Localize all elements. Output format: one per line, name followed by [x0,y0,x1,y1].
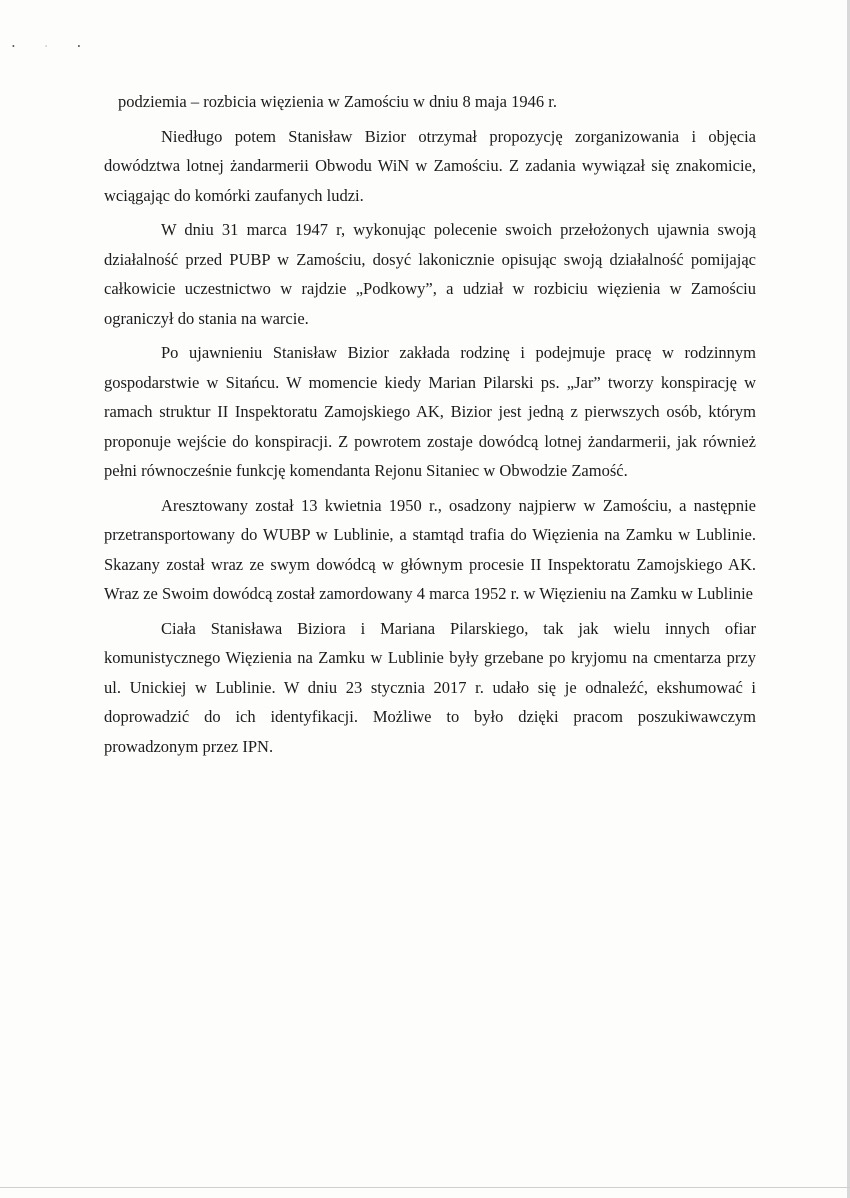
paragraph-2: Niedługo potem Stanisław Bizior otrzymał propozycję zorganizowania i objęcia dowództwa lotnej żandarmerii Obwodu WiN w Zamościu. Z zadania wywiązał się znakomicie, wciągając do komórki zaufanych ludzi. [104,126,756,205]
paragraph-4: Po ujawnieniu Stanisław Bizior zakłada rodzinę i podejmuje pracę w rodzinnym gospodarstwie w Sitańcu. W momencie kiedy Marian Pilarski ps. „Jar” tworzy konspirację w ramach struktur II Inspektoratu Zamojskiego AK, Bizior jest jedną z pierwszych osób, którym proponuje wejście do konspiracji. Z powrotem zostaje dowódcą lotnej żandarmerii, jak również pełni równocześnie funkcję komendanta Rejonu Sitaniec w Obwodzie Zamość. [104,343,756,480]
scan-marks: • · • [12,42,95,51]
paragraph-1: podziemia – rozbicia więzienia w Zamościu w dniu 8 maja 1946 r. [118,92,557,111]
scan-edge-bottom [0,1187,850,1188]
document-body [104,87,756,766]
paragraph-6: Ciała Stanisława Biziora i Mariana Pilarskiego, tak jak wielu innych ofiar komunistycznego Więzienia na Zamku w Lublinie były grzebane po kryjomu na cmentarza przy ul. Unickiej w Lublinie. W dniu 23 stycznia 2017 r. udało się je odnaleźć, ekshumować i doprowadzić do ich identyfikacji. Możliwe to było dzięki pracom poszukiwawczym prowadzonym przez IPN. [104,618,756,756]
paragraph-3: W dniu 31 marca 1947 r, wykonując polecenie swoich przełożonych ujawnia swoją działalność przed PUBP w Zamościu, dosyć lakonicznie opisując swoją działalność pomijając całkowicie uczestnictwo w rajdzie „Podkowy”, a udział w rozbiciu więzienia w Zamościu ograniczył do stania na warcie. [104,220,756,328]
paragraph-5: Aresztowany został 13 kwietnia 1950 r., osadzony najpierw w Zamościu, a następnie przetransportowany do WUBP w Lublinie, a stamtąd trafia do Więzienia na Zamku w Lublinie. Skazany został wraz ze swym dowódcą w głównym procesie II Inspektoratu Zamojskiego AK. Wraz ze Swoim dowódcą został zamordowany 4 marca 1952 r. w Więzieniu na Zamku w Lublinie [104,495,756,603]
